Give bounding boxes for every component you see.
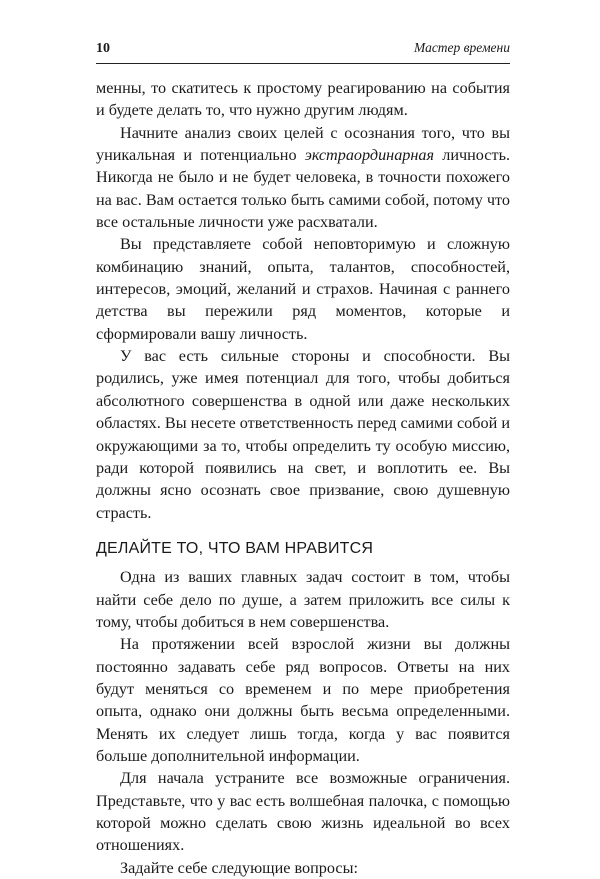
paragraph (96, 122, 510, 234)
page-number: 10 (96, 41, 110, 56)
paragraph-text: личность. Никогда не было и не будет человека, в точности похожего на вас. Вам остается только быть самими собой, потому что все остальные личности уже расхватали. (96, 146, 510, 232)
paragraph: У вас есть сильные стороны и способности. Вы родились, уже имея потенциал для того, чтобы добиться абсолютного совершенства в одной или даже нескольких областях. Вы несете ответственность перед самими собой и окружающими за то, чтобы определить ту особую миссию, ради которой появились на свет, и воплотить ее. Вы должны ясно осознать свое призвание, свою душевную страсть. (96, 347, 510, 522)
emphasized-word: экстраординарная (304, 146, 435, 165)
section-heading: ДЕЛАЙТЕ ТО, ЧТО ВАМ НРАВИТСЯ (96, 539, 374, 557)
paragraph: Одна из ваших главных задач состоит в том, чтобы найти себе дело по душе, а затем приложить все силы к тому, чтобы добиться в нем совершенства. (96, 568, 510, 631)
paragraph: менны, то скатитесь к простому реагированию на события и будете делать то, что нужно другим людям. (96, 79, 510, 120)
paragraph: Для начала устраните все возможные ограничения. Представьте, что у вас есть волшебная палочка, с помощью которой можно сделать свою жизнь идеальной во всех отношениях. (96, 769, 510, 855)
running-book-title: Мастер времени (414, 40, 510, 55)
paragraph: На протяжении всей взрослой жизни вы должны постоянно задавать себе ряд вопросов. Ответы на них будут меняться со временем и по мере приобретения опыта, однако они должны быть весьма определенными. Менять их следует лишь тогда, когда у вас появится больше дополнительной информации. (96, 635, 510, 765)
book-page (96, 40, 510, 879)
paragraph: Вы представляете собой неповторимую и сложную комбинацию знаний, опыта, талантов, способностей, интересов, эмоций, желаний и страхов. Начиная с раннего детства вы пережили ряд моментов, которые и сформировали вашу личность. (96, 235, 510, 343)
running-header (96, 40, 510, 64)
body-text (96, 77, 510, 879)
paragraph: Задайте себе следующие вопросы: (120, 858, 358, 877)
paragraph-text: Начните анализ своих целей с осознания того, что вы уникальная и потенциально (96, 123, 510, 165)
